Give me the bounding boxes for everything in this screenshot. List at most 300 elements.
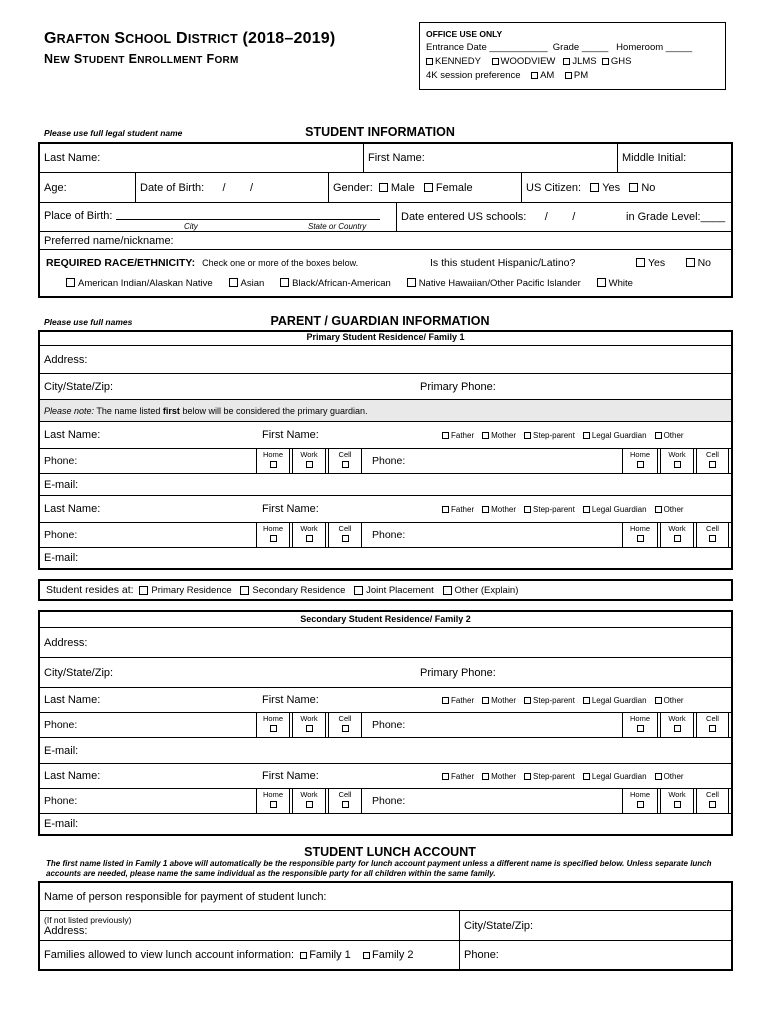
f1-g2-legal-guardian-checkbox[interactable]: [583, 506, 590, 513]
f2-g1-phone1-cell-checkbox[interactable]: [342, 725, 349, 732]
work-label: Work: [300, 524, 318, 533]
place-of-birth-label: Place of Birth:: [44, 210, 113, 222]
citizen-label: US Citizen:: [526, 181, 582, 194]
f2-g1-phone1-work-checkbox[interactable]: [306, 725, 313, 732]
f2-guardian2-email-row: [40, 814, 731, 834]
f1-g1-email-field[interactable]: [40, 474, 731, 495]
school-woodview-checkbox[interactable]: [492, 58, 499, 65]
lunch-family1-label: Family 1: [309, 949, 351, 961]
primary-guardian-note-row: [40, 400, 731, 422]
f2-g2-mother-label: Mother: [491, 771, 517, 781]
note-part-b: first: [162, 405, 180, 416]
f1-g1-last-name-label: Last Name:: [44, 429, 101, 441]
lunch-families-field: [40, 941, 458, 969]
f1-g1-phone2-field[interactable]: [368, 449, 618, 473]
f1-g2-mother-label: Mother: [491, 504, 517, 514]
citizen-yes-checkbox[interactable]: [590, 183, 599, 192]
lunch-responsible-field[interactable]: [40, 883, 731, 910]
cell-label: Cell: [338, 524, 352, 533]
f2-g1-first-name-label: First Name:: [262, 694, 319, 706]
date-entered-separators: / /: [544, 211, 576, 223]
school-jlms-checkbox[interactable]: [563, 58, 570, 65]
family2-box: [38, 610, 733, 836]
state-caption: State or Country: [308, 222, 367, 231]
f2-guardian2-name-row: [40, 764, 731, 789]
f1-g1-father-checkbox[interactable]: [442, 432, 449, 439]
f1-g1-father-label: Father: [451, 430, 475, 440]
session-pm-label: PM: [573, 70, 589, 81]
student-last-name-field[interactable]: [40, 144, 362, 172]
date-entered-label: Date entered US schools:: [401, 211, 527, 223]
hispanic-no-checkbox[interactable]: [686, 258, 695, 267]
f1-g1-phone1-home[interactable]: [256, 449, 290, 473]
work-label: Work: [668, 790, 686, 799]
f1-g1-legal-guardian-checkbox[interactable]: [583, 432, 590, 439]
f2-g1-email-label: E-mail:: [44, 744, 79, 757]
f1-guardian2-email-row: [40, 548, 731, 568]
f1-g2-other-checkbox[interactable]: [655, 506, 662, 513]
f1-g1-mother-checkbox[interactable]: [482, 432, 489, 439]
f1-g2-email-field[interactable]: [40, 548, 731, 568]
cell-label: Cell: [706, 524, 719, 533]
f1-g2-last-name-label: Last Name:: [44, 503, 101, 515]
f2-g1-phone2-work-checkbox[interactable]: [674, 725, 681, 732]
gender-label: Gender:: [333, 181, 373, 194]
work-label: Work: [300, 790, 318, 799]
f2-g1-phone1-cell[interactable]: [328, 713, 362, 737]
family1-city-label: City/State/Zip:: [44, 380, 114, 393]
family2-band: Secondary Student Residence/ Family 2: [40, 612, 731, 628]
lunch-address-row: [40, 911, 731, 941]
f1-g1-legal-guardian-label: Legal Guardian: [591, 430, 647, 440]
session-am-label: AM: [540, 70, 555, 81]
f1-guardian2-name-row: [40, 496, 731, 523]
f2-g2-phone1-work[interactable]: [292, 789, 326, 813]
f2-g1-stepparent-label: Step-parent: [533, 695, 575, 705]
student-info-box: [38, 142, 733, 298]
preferred-name-field[interactable]: [40, 232, 731, 249]
student-citizen-field: [521, 173, 731, 202]
cell-label: Cell: [706, 450, 719, 459]
f2-g2-phone2-cell[interactable]: [696, 789, 729, 813]
student-name-note: Please use full legal student name: [44, 128, 183, 138]
gender-male-label: Male: [390, 181, 415, 194]
lunch-family2-checkbox[interactable]: [363, 952, 370, 959]
lunch-note: The first name listed in Family 1 above will automatically be the responsible party for lunch account payment unless a different name is specified below. Unless separate lunch accounts are needed, please name the same individual as the responsible party for all children within the same family.: [46, 859, 712, 878]
citizen-no-checkbox[interactable]: [629, 183, 638, 192]
f1-guardian1-email-row: [40, 474, 731, 496]
place-of-birth-line: [116, 210, 380, 220]
f2-g1-phone2-label: Phone:: [372, 719, 406, 731]
f1-g1-phone2-work[interactable]: [660, 449, 694, 473]
f2-g2-other-checkbox[interactable]: [655, 773, 662, 780]
citizen-yes-label: Yes: [602, 181, 621, 194]
f2-g1-father-checkbox[interactable]: [442, 697, 449, 704]
family1-primary-phone-label: Primary Phone:: [420, 380, 496, 393]
f2-g2-legal-guardian-label: Legal Guardian: [591, 771, 647, 781]
f2-g2-phone1-home-checkbox[interactable]: [270, 801, 277, 808]
form-title: NEW STUDENT ENROLLMENT FORM: [44, 52, 239, 66]
family1-address-field[interactable]: [40, 346, 731, 373]
session-label: 4K session preference: [426, 70, 521, 81]
lunch-city-field[interactable]: [459, 911, 731, 940]
f2-g2-phone2-label: Phone:: [372, 795, 406, 807]
race-hint: Check one or more of the boxes below.: [202, 258, 359, 268]
f2-g2-phone2-work[interactable]: [660, 789, 694, 813]
home-label: Home: [629, 714, 650, 723]
student-middle-initial-label: Middle Initial:: [622, 152, 687, 164]
f2-g1-phone2-work[interactable]: [660, 713, 694, 737]
f1-g1-phone2-home-checkbox[interactable]: [637, 461, 644, 468]
hispanic-yes-checkbox[interactable]: [636, 258, 645, 267]
f2-g1-email-field[interactable]: [40, 738, 731, 763]
race-black-label: Black/African-American: [292, 278, 391, 289]
family1-city-row: [40, 374, 731, 400]
f1-g1-mother-label: Mother: [491, 430, 517, 440]
lunch-families-row: [40, 941, 731, 969]
f2-g2-legal-guardian-checkbox[interactable]: [583, 773, 590, 780]
f2-g2-phone2-cell-checkbox[interactable]: [709, 801, 716, 808]
grade-level-label: in Grade Level:____: [626, 211, 726, 223]
f1-g2-phone2-cell-checkbox[interactable]: [709, 535, 716, 542]
race-label: REQUIRED RACE/ETHNICITY:: [46, 257, 196, 269]
f2-g1-mother-checkbox[interactable]: [482, 697, 489, 704]
hispanic-question: Is this student Hispanic/Latino?: [430, 257, 576, 269]
f1-g2-phone2-home-checkbox[interactable]: [637, 535, 644, 542]
grade-field[interactable]: Grade _____: [552, 42, 609, 53]
race-pacific-islander-label: Native Hawaiian/Other Pacific Islander: [418, 278, 581, 289]
parent-name-note: Please use full names: [44, 317, 133, 327]
race-white-checkbox[interactable]: [597, 278, 606, 287]
f2-g1-phone2-cell[interactable]: [696, 713, 729, 737]
f1-g2-phone1-work-checkbox[interactable]: [306, 535, 313, 542]
f1-g1-phone1-home-checkbox[interactable]: [270, 461, 277, 468]
resides-primary-label: Primary Residence: [151, 584, 232, 596]
f1-g1-email-label: E-mail:: [44, 478, 79, 491]
homeroom-field[interactable]: Homeroom _____: [616, 42, 693, 53]
work-label: Work: [668, 524, 686, 533]
f1-g1-stepparent-checkbox[interactable]: [524, 432, 531, 439]
f2-g2-phone2-home-checkbox[interactable]: [637, 801, 644, 808]
f2-g1-phone2-field[interactable]: [368, 713, 618, 737]
entrance-date-field[interactable]: Entrance Date ___________: [426, 42, 548, 53]
office-row-session: [426, 69, 719, 83]
gender-female-checkbox[interactable]: [424, 183, 433, 192]
hispanic-no-label: No: [697, 257, 711, 269]
f1-g1-other-checkbox[interactable]: [655, 432, 662, 439]
f2-g2-other-label: Other: [663, 771, 684, 781]
f2-g1-last-name-label: Last Name:: [44, 694, 101, 706]
hispanic-yes-label: Yes: [648, 257, 666, 269]
work-label: Work: [300, 714, 318, 723]
race-asian-checkbox[interactable]: [229, 278, 238, 287]
f1-g2-relations: [442, 496, 684, 522]
citizen-no-label: No: [641, 181, 656, 194]
home-label: Home: [629, 790, 650, 799]
school-ghs-checkbox[interactable]: [602, 58, 609, 65]
f2-g2-relations: [442, 764, 684, 788]
f1-g1-other-label: Other: [663, 430, 684, 440]
f1-g2-phone1-home[interactable]: [256, 523, 290, 547]
f1-g1-phone1-label: Phone:: [44, 455, 78, 467]
family2-city-row: [40, 658, 731, 688]
f2-g2-phone1-home[interactable]: [256, 789, 290, 813]
home-label: Home: [629, 450, 650, 459]
f2-g1-father-label: Father: [451, 695, 475, 705]
gender-male-checkbox[interactable]: [379, 183, 388, 192]
race-row: [46, 257, 358, 269]
f2-g2-phone1-work-checkbox[interactable]: [306, 801, 313, 808]
date-entered-field[interactable]: [396, 203, 622, 231]
f1-g2-legal-guardian-label: Legal Guardian: [591, 504, 647, 514]
f2-guardian2-phone-row: [40, 789, 731, 814]
f2-g2-stepparent-checkbox[interactable]: [524, 773, 531, 780]
f2-guardian1-email-row: [40, 738, 731, 764]
cell-label: Cell: [706, 790, 719, 799]
f1-g1-first-name-field[interactable]: [258, 422, 438, 448]
f2-g2-phone2-home[interactable]: [622, 789, 658, 813]
grade-level-field[interactable]: [622, 203, 731, 231]
hispanic-options: [636, 257, 711, 269]
home-label: Home: [262, 450, 283, 459]
lunch-if-not-label: (If not listed previously): [44, 914, 132, 925]
lunch-family2-label: Family 2: [371, 949, 414, 961]
note-part-a: The name listed: [94, 405, 163, 416]
f1-g2-email-label: E-mail:: [44, 552, 79, 564]
f2-g2-email-label: E-mail:: [44, 818, 79, 830]
f1-g1-stepparent-label: Step-parent: [533, 430, 575, 440]
district-title: GRAFTON SCHOOL DISTRICT (2018–2019): [44, 30, 336, 47]
f1-g2-phone2-cell[interactable]: [696, 523, 729, 547]
race-black-checkbox[interactable]: [280, 278, 289, 287]
note-prefix: Please note:: [44, 405, 95, 416]
f2-g2-father-label: Father: [451, 771, 475, 781]
student-first-name-label: First Name:: [368, 152, 425, 164]
cell-label: Cell: [338, 450, 352, 459]
student-age-label: Age:: [44, 181, 67, 194]
f2-g2-first-name-field[interactable]: [258, 764, 438, 788]
student-row-names: [40, 144, 731, 173]
lunch-responsible-row: [40, 883, 731, 911]
student-gender-field: [328, 173, 520, 202]
f2-g1-phone2-home[interactable]: [622, 713, 658, 737]
f1-g1-phone2-cell-checkbox[interactable]: [709, 461, 716, 468]
race-pacific-islander-checkbox[interactable]: [407, 278, 416, 287]
work-label: Work: [668, 714, 686, 723]
resides-joint-checkbox[interactable]: [354, 586, 363, 595]
student-section-heading: STUDENT INFORMATION: [305, 125, 455, 139]
f2-g2-email-field[interactable]: [40, 814, 731, 834]
family1-box: [38, 330, 733, 570]
f1-guardian2-phone-row: [40, 523, 731, 548]
family1-address-row: [40, 346, 731, 374]
f1-g2-phone1-cell-checkbox[interactable]: [342, 535, 349, 542]
lunch-city-label: City/State/Zip:: [464, 919, 534, 932]
resides-primary-checkbox[interactable]: [139, 586, 148, 595]
f2-g1-other-label: Other: [663, 695, 684, 705]
f2-g2-last-name-label: Last Name:: [44, 770, 101, 782]
family1-address-label: Address:: [44, 353, 88, 366]
f1-g1-phone1-work[interactable]: [292, 449, 326, 473]
f1-g1-phone2-home[interactable]: [622, 449, 658, 473]
f1-g1-last-name-field[interactable]: [40, 422, 254, 448]
note-part-c: below will be considered the primary guardian.: [179, 405, 368, 416]
office-use-box: [419, 22, 726, 90]
school-ghs-label: GHS: [610, 56, 632, 67]
cell-label: Cell: [338, 790, 352, 799]
f2-guardian1-phone-row: [40, 713, 731, 738]
f2-g2-phone1-cell-checkbox[interactable]: [342, 801, 349, 808]
race-american-indian-checkbox[interactable]: [66, 278, 75, 287]
f1-g2-first-name-label: First Name:: [262, 503, 319, 515]
lunch-phone-label: Phone:: [464, 949, 499, 961]
resides-label: Student resides at:: [46, 584, 134, 596]
home-label: Home: [262, 524, 283, 533]
family1-primary-phone-field[interactable]: [416, 374, 731, 399]
family1-band: Primary Student Residence/ Family 1: [40, 332, 731, 346]
gender-female-label: Female: [435, 181, 473, 194]
f1-g1-relations: [442, 422, 684, 448]
f2-g2-phone1-field[interactable]: [40, 789, 250, 813]
f1-g2-phone1-label: Phone:: [44, 529, 78, 541]
student-last-name-label: Last Name:: [44, 152, 101, 164]
resides-other-checkbox[interactable]: [443, 586, 452, 595]
f2-g2-stepparent-label: Step-parent: [533, 771, 575, 781]
home-label: Home: [262, 790, 283, 799]
f2-g1-phone1-label: Phone:: [44, 719, 78, 731]
f2-g1-first-name-field[interactable]: [258, 688, 438, 712]
f1-g2-phone1-work[interactable]: [292, 523, 326, 547]
lunch-families-label: Families allowed to view lunch account information:: [44, 949, 295, 961]
student-row-birthplace: [40, 203, 731, 231]
f2-g1-phone1-home[interactable]: [256, 713, 290, 737]
f2-g1-phone2-cell-checkbox[interactable]: [709, 725, 716, 732]
resides-joint-label: Joint Placement: [366, 584, 434, 596]
f1-g2-phone1-field[interactable]: [40, 523, 250, 547]
f1-g2-stepparent-label: Step-parent: [533, 504, 575, 514]
f1-g1-phone2-cell[interactable]: [696, 449, 729, 473]
school-kennedy-label: KENNEDY: [435, 56, 481, 67]
lunch-section-heading: STUDENT LUNCH ACCOUNT: [304, 845, 476, 859]
family2-address-label: Address:: [44, 636, 88, 649]
resides-other-label: Other (Explain): [454, 584, 519, 596]
cell-label: Cell: [706, 714, 719, 723]
resides-row: [38, 579, 733, 601]
f2-g1-phone1-field[interactable]: [40, 713, 250, 737]
f2-g2-first-name-label: First Name:: [262, 770, 319, 782]
f2-g2-last-name-field[interactable]: [40, 764, 254, 788]
parent-section-heading: PARENT / GUARDIAN INFORMATION: [270, 314, 490, 328]
f1-g2-phone2-work-checkbox[interactable]: [674, 535, 681, 542]
work-label: Work: [668, 450, 686, 459]
f1-g1-phone1-cell-checkbox[interactable]: [342, 461, 349, 468]
school-kennedy-checkbox[interactable]: [426, 58, 433, 65]
f1-g2-father-label: Father: [451, 504, 475, 514]
f1-g2-mother-checkbox[interactable]: [482, 506, 489, 513]
f1-guardian1-phone-row: [40, 449, 731, 474]
race-white-label: White: [608, 278, 633, 289]
f1-g2-phone1-home-checkbox[interactable]: [270, 535, 277, 542]
f1-g2-phone2-label: Phone:: [372, 529, 406, 541]
f2-g2-father-checkbox[interactable]: [442, 773, 449, 780]
f2-g2-mother-checkbox[interactable]: [482, 773, 489, 780]
f1-g1-phone1-work-checkbox[interactable]: [306, 461, 313, 468]
student-row-preferred: [40, 231, 731, 250]
session-pm-checkbox[interactable]: [565, 72, 572, 79]
family2-city-field[interactable]: [40, 658, 410, 687]
school-woodview-label: WOODVIEW: [500, 56, 556, 67]
school-jlms-label: JLMS: [572, 56, 597, 67]
f1-g2-stepparent-checkbox[interactable]: [524, 506, 531, 513]
f1-guardian1-name-row: [40, 422, 731, 449]
resides-secondary-checkbox[interactable]: [240, 586, 249, 595]
f1-g2-phone2-field[interactable]: [368, 523, 618, 547]
office-row-schools: [426, 55, 719, 69]
f1-g1-phone1-cell[interactable]: [328, 449, 362, 473]
f2-g1-legal-guardian-checkbox[interactable]: [583, 697, 590, 704]
f2-g1-stepparent-checkbox[interactable]: [524, 697, 531, 704]
f2-g1-other-checkbox[interactable]: [655, 697, 662, 704]
race-asian-label: Asian: [240, 278, 265, 289]
f2-g2-phone1-cell[interactable]: [328, 789, 362, 813]
f2-g1-phone1-home-checkbox[interactable]: [270, 725, 277, 732]
f1-g1-phone2-work-checkbox[interactable]: [674, 461, 681, 468]
f1-g2-phone1-cell[interactable]: [328, 523, 362, 547]
f1-g2-father-checkbox[interactable]: [442, 506, 449, 513]
f2-g2-phone1-label: Phone:: [44, 795, 78, 807]
lunch-responsible-label: Name of person responsible for payment of student lunch:: [44, 890, 327, 903]
lunch-address-field[interactable]: [40, 911, 458, 940]
f2-g1-phone1-work[interactable]: [292, 713, 326, 737]
family1-city-field[interactable]: [40, 374, 410, 399]
family2-city-label: City/State/Zip:: [44, 666, 114, 679]
lunch-address-label: Address:: [44, 924, 88, 937]
home-label: Home: [629, 524, 650, 533]
office-row-1: [426, 41, 719, 55]
city-caption: City: [184, 222, 198, 231]
f2-g1-legal-guardian-label: Legal Guardian: [591, 695, 647, 705]
session-am-checkbox[interactable]: [531, 72, 538, 79]
family2-address-field[interactable]: [40, 628, 731, 657]
f2-g1-last-name-field[interactable]: [40, 688, 254, 712]
f2-g2-phone2-work-checkbox[interactable]: [674, 801, 681, 808]
family2-primary-phone-field[interactable]: [416, 658, 731, 687]
f1-g1-phone1-field[interactable]: [40, 449, 250, 473]
f1-g2-first-name-field[interactable]: [258, 496, 438, 522]
f1-g2-last-name-field[interactable]: [40, 496, 254, 522]
student-dob-label: Date of Birth:: [140, 181, 205, 194]
lunch-phone-field[interactable]: [459, 941, 731, 969]
f2-g1-phone2-home-checkbox[interactable]: [637, 725, 644, 732]
f2-g1-relations: [442, 688, 684, 712]
f2-guardian1-name-row: [40, 688, 731, 713]
f2-g2-phone2-field[interactable]: [368, 789, 618, 813]
f1-g2-phone2-home[interactable]: [622, 523, 658, 547]
cell-label: Cell: [338, 714, 352, 723]
lunch-box: [38, 881, 733, 971]
work-label: Work: [300, 450, 318, 459]
f1-g1-phone2-label: Phone:: [372, 455, 406, 467]
f2-g1-mother-label: Mother: [491, 695, 517, 705]
student-first-name-field[interactable]: [363, 144, 616, 172]
lunch-family1-checkbox[interactable]: [300, 952, 307, 959]
f1-g2-phone2-work[interactable]: [660, 523, 694, 547]
student-age-field[interactable]: [40, 173, 134, 202]
student-dob-field[interactable]: [135, 173, 327, 202]
student-middle-initial-field[interactable]: [617, 144, 731, 172]
preferred-name-label: Preferred name/nickname:: [44, 234, 174, 247]
f1-g1-first-name-label: First Name:: [262, 429, 319, 441]
